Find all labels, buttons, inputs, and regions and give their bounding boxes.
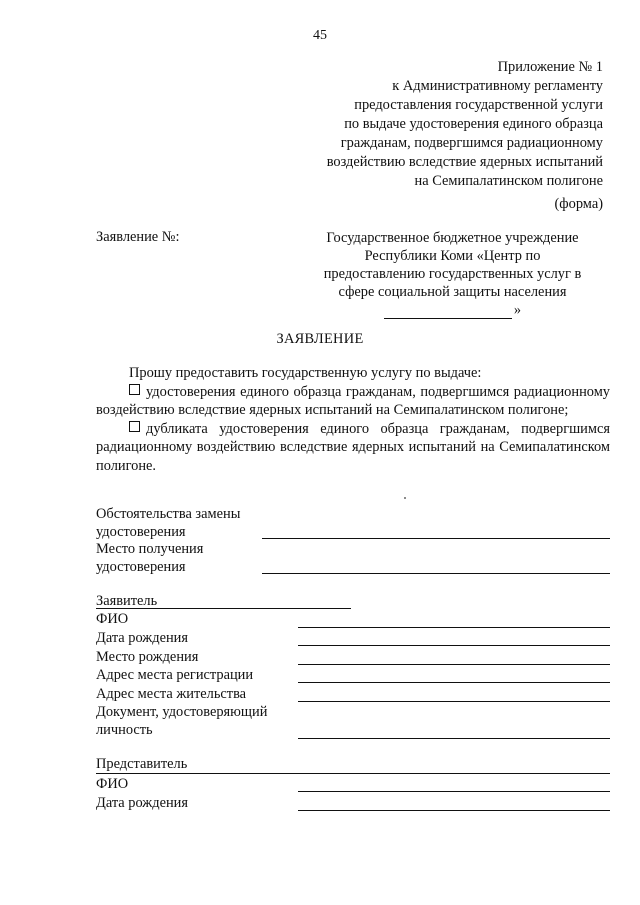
applicant-registration-address-label: Адрес места регистрации — [96, 667, 254, 683]
option-duplicate — [96, 420, 610, 476]
label-line: удостоверения — [96, 559, 186, 575]
representative-heading: Представитель — [96, 756, 188, 772]
representative-fio-field[interactable] — [298, 791, 610, 792]
label-line: удостоверения — [96, 524, 186, 540]
scan-speck — [404, 497, 406, 499]
applicant-residence-address-field[interactable] — [298, 701, 610, 702]
annex-line: по выдаче удостоверения единого образца — [344, 116, 603, 132]
label-line: Документ, удостоверяющий — [96, 704, 268, 720]
applicant-birth-place-label: Место рождения — [96, 649, 199, 665]
closing-quote: » — [513, 302, 522, 318]
receipt-place-label — [96, 540, 203, 576]
applicant-heading-underline — [96, 608, 351, 609]
replacement-circumstances-label — [96, 505, 240, 541]
addressee-line: предоставлению государственных услуг в — [323, 266, 582, 282]
annex-line: на Семипалатинском полигоне — [414, 173, 603, 189]
addressee-line: Государственное бюджетное учреждение — [326, 230, 579, 246]
applicant-birth-date-label: Дата рождения — [96, 630, 188, 646]
form-note: (форма) — [554, 196, 603, 212]
replacement-circumstances-field[interactable] — [262, 538, 610, 539]
label-line: личность — [96, 722, 153, 738]
applicant-heading: Заявитель — [96, 593, 158, 609]
applicant-residence-address-label: Адрес места жительства — [96, 686, 247, 702]
applicant-fio-label: ФИО — [96, 611, 129, 627]
applicant-id-document-field[interactable] — [298, 738, 610, 739]
receipt-place-field[interactable] — [262, 573, 610, 574]
applicant-id-document-label — [96, 703, 267, 739]
checkbox-issue[interactable] — [129, 384, 140, 395]
option-duplicate-text: дубликата удостоверения единого образца гражданам, подвергшимся радиационному воздействию вследствие ядерных испытаний на Семипалатинском полигоне. — [96, 420, 610, 474]
representative-fio-label: ФИО — [96, 776, 129, 792]
annex-line: Приложение № 1 — [497, 59, 603, 75]
annex-line: гражданам, подвергшимся радиационному — [340, 135, 603, 151]
checkbox-duplicate[interactable] — [129, 421, 140, 432]
annex-line: к Административному регламенту — [392, 78, 603, 94]
request-intro: Прошу предоставить государственную услугу по выдаче: — [129, 365, 482, 381]
addressee-signature — [384, 301, 521, 319]
annex-header — [183, 58, 603, 191]
annex-line: предоставления государственной услуги — [354, 97, 603, 113]
annex-line: воздействию вследствие ядерных испытаний — [326, 154, 603, 170]
document-title: ЗАЯВЛЕНИЕ — [276, 331, 364, 347]
applicant-registration-address-field[interactable] — [298, 682, 610, 683]
representative-birth-date-field[interactable] — [298, 810, 610, 811]
addressee-block — [300, 229, 605, 324]
applicant-birth-date-field[interactable] — [298, 645, 610, 646]
representative-heading-underline — [96, 773, 610, 774]
label-line: Обстоятельства замены — [96, 506, 241, 522]
request-text — [96, 364, 610, 475]
applicant-birth-place-field[interactable] — [298, 664, 610, 665]
application-number-label: Заявление №: — [96, 229, 180, 245]
representative-birth-date-label: Дата рождения — [96, 795, 188, 811]
label-line: Место получения — [96, 541, 204, 557]
addressee-blank-line[interactable] — [384, 305, 512, 319]
applicant-fio-field[interactable] — [298, 627, 610, 628]
page-number: 45 — [313, 28, 327, 43]
addressee-line: сфере социальной защиты населения — [338, 284, 567, 300]
addressee-line: Республики Коми «Центр по — [364, 248, 541, 264]
option-issue — [96, 383, 610, 420]
option-issue-text: удостоверения единого образца гражданам, подвергшимся радиационному воздействию вследствие ядерных испытаний на Семипалатинском полигоне; — [96, 383, 610, 418]
